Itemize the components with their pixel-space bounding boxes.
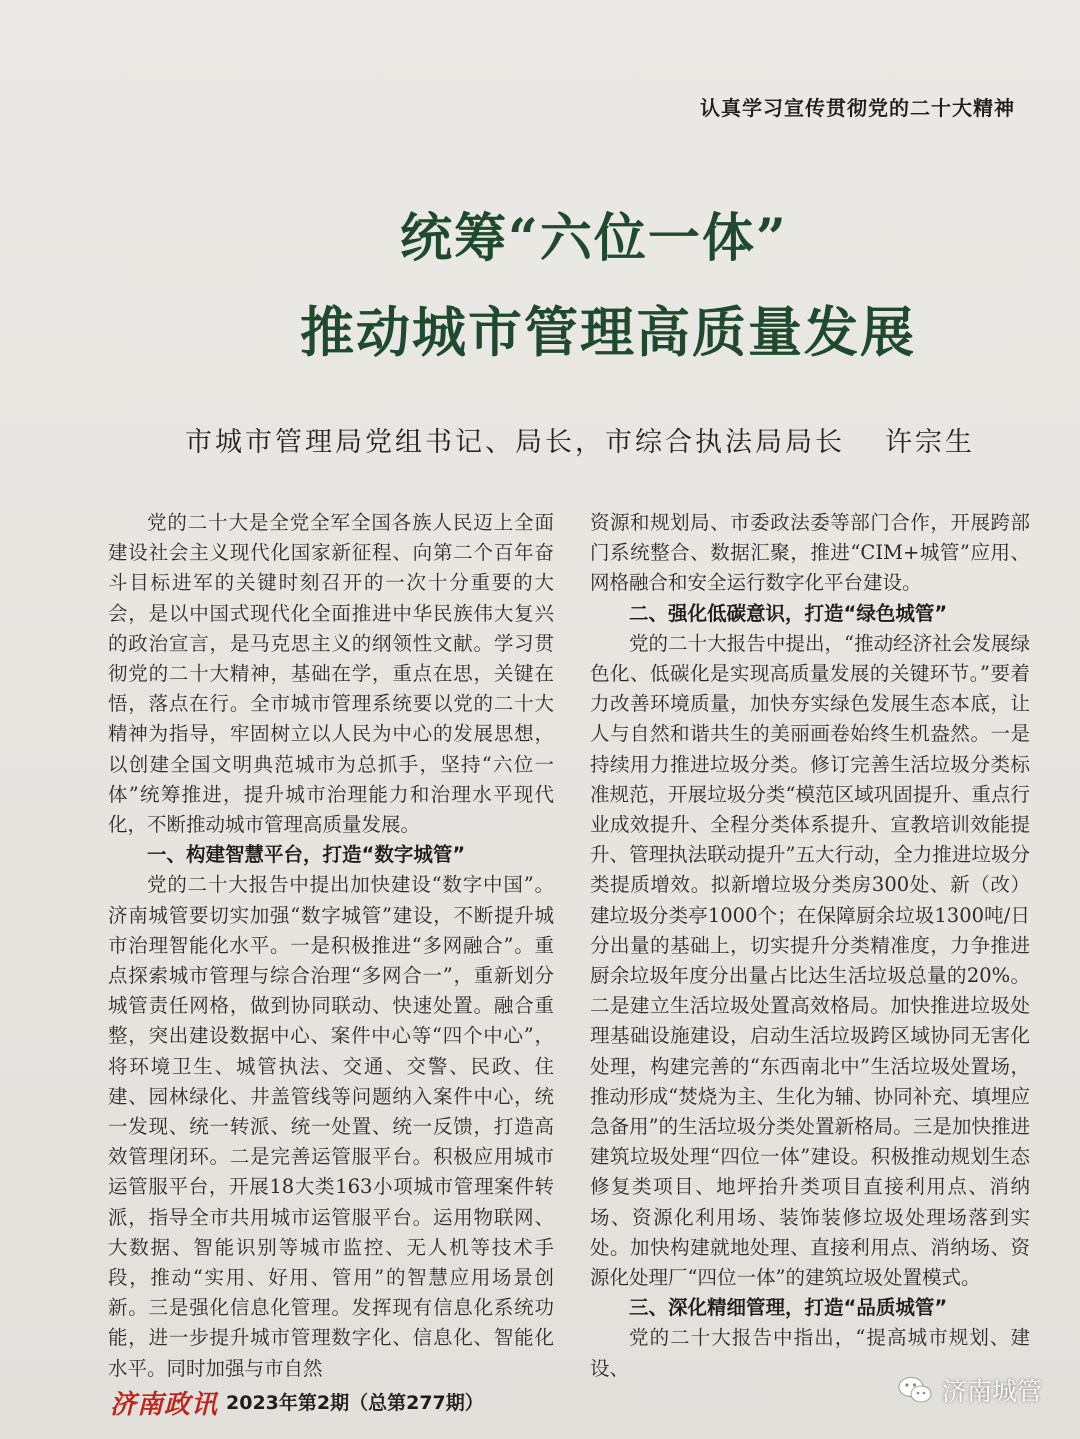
right-column xyxy=(590,508,1030,1384)
paragraph: 党的二十大报告中提出，“推动经济社会发展绿色化、低碳化是实现高质量发展的关键环节。”要着力改善环境质量，加快夯实绿色发展生态本底，让人与自然和谐共生的美丽画卷始终生机盎然。一是持续用力推进垃圾分类。修订完善生活垃圾分类标准规范，开展垃圾分类“模范区域巩固提升、重点行业成效提升、全程分类体系提升、宣教培训效能提升、管理执法联动提升”五大行动，全力推进垃圾分类提质增效。拟新增垃圾分类房300处、新（改）建垃圾分类亭1000个；在保障厨余垃圾1300吨/日分出量的基础上，切实提升分类精准度，力争推进厨余垃圾年度分出量占比达生活垃圾总量的20%。二是建立生活垃圾处置高效格局。加快推进垃圾处理基础设施建设，启动生活垃圾跨区域协同无害化处理，构建完善的“东西南北中”生活垃圾处置场，推动形成“焚烧为主、生化为辅、协同补充、填埋应急备用”的生活垃圾分类处置新格局。三是加快推进建筑垃圾处理“四位一体”建设。积极推动规划生态修复类项目、地坪抬升类项目直接利用点、消纳场、资源化利用场、装饰装修垃圾处理场落到实处。加快构建就地处理、直接利用点、消纳场、资源化处理厂“四位一体”的建筑垃圾处置模式。 xyxy=(590,631,1030,1290)
section-heading: 二、强化低碳意识，打造“绿色城管” xyxy=(629,601,948,625)
author-name: 许宗生 xyxy=(885,427,975,458)
paragraph: 党的二十大报告中指出，“提高城市规划、建设、 xyxy=(590,1326,1030,1380)
article-title-line-2: 推动城市管理高质量发展 xyxy=(300,300,916,364)
running-header: 认真学习宣传贯彻党的二十大精神 xyxy=(700,96,1015,120)
section-heading: 一、构建智慧平台，打造“数字城管” xyxy=(147,843,466,867)
wechat-icon xyxy=(898,1376,932,1404)
watermark-text: 济南城管 xyxy=(942,1377,1043,1406)
paragraph: 资源和规划局、市委政法委等部门合作，开展跨部门系统整合、数据汇聚，推进“CIM+城管”应用、网格融合和安全运行数字化平台建设。 xyxy=(590,511,1030,595)
magazine-logo: 济南政讯 xyxy=(110,1390,219,1420)
paragraph: 党的二十大报告中提出加快建设“数字中国”。济南城管要切实加强“数字城管”建设，不断提升城市治理智能化水平。一是积极推进“多网融合”。重点探索城市管理与综合治理“多网合一”，重新划分城管责任网格，做到协同联动、快速处置。融合重整，突出建设数据中心、案件中心等“四个中心”，将环境卫生、城管执法、交通、交警、民政、住建、园林绿化、井盖管线等问题纳入案件中心，统一发现、统一转派、统一处置、统一反馈，打造高效管理闭环。二是完善运管服平台。积极应用城市运管服平台，开展18大类163小项城市管理案件转派，指导全市共用城市运管服平台。运用物联网、大数据、智能识别等城市监控、无人机等技术手段，推动“实用、好用、管用”的智慧应用场景创新。三是强化信息化管理。发挥现有信息化系统功能，进一步提升城市管理数字化、信息化、智能化水平。同时加强与市自然 xyxy=(108,873,554,1380)
issue-number: 2023年第2期（总第277期） xyxy=(226,1392,484,1414)
left-column xyxy=(108,508,554,1384)
section-heading: 三、深化精细管理，打造“品质城管” xyxy=(629,1296,948,1320)
account-watermark xyxy=(898,1372,1042,1408)
author-role: 市城市管理局党组书记、局长，市综合执法局局长 xyxy=(185,427,845,458)
byline xyxy=(185,420,975,459)
article-title-line-1: 统筹“六位一体” xyxy=(400,208,788,269)
paragraph: 党的二十大是全党全军全国各族人民迈上全面建设社会主义现代化国家新征程、向第二个百年奋斗目标进军的关键时刻召开的一次十分重要的大会，是以中国式现代化全面推进中华民族伟大复兴的政治宣言，是马克思主义的纲领性文献。学习贯彻党的二十大精神，基础在学，重点在思，关键在悟，落点在行。全市城市管理系统要以党的二十大精神为指导，牢固树立以人民为中心的发展思想，以创建全国文明典范城市为总抓手，坚持“六位一体”统筹推进，提升城市治理能力和治理水平现代化，不断推动城市管理高质量发展。 xyxy=(108,511,554,837)
